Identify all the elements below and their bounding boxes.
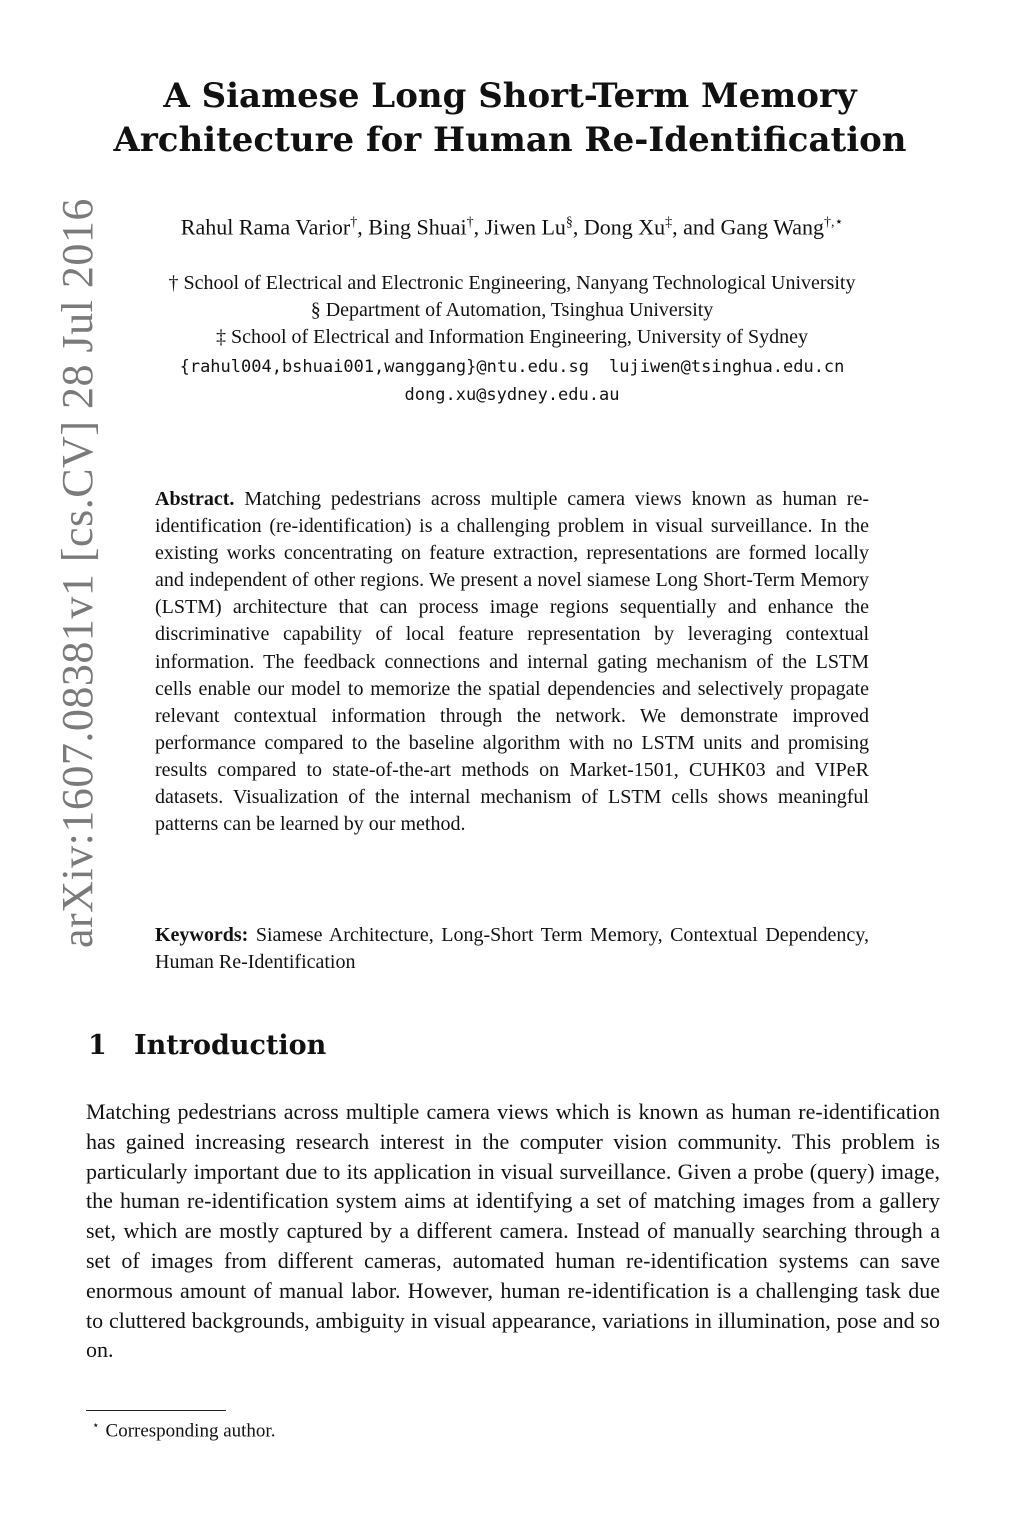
author-name: Bing Shuai <box>368 214 467 240</box>
affiliation-2: § Department of Automation, Tsinghua University <box>310 299 714 321</box>
affiliation-1: † School of Electrical and Electronic Engineering, Nanyang Technological University <box>168 272 856 294</box>
author-name: Rahul Rama Varior <box>180 214 351 240</box>
footnote-mark: ⋆ <box>92 1418 100 1432</box>
keywords-label: Keywords: <box>155 924 249 946</box>
footnote <box>92 1418 275 1442</box>
author-mark: † <box>466 215 474 230</box>
title-line-1: A Siamese Long Short-Term Memory <box>163 76 857 116</box>
affiliation-3: ‡ School of Electrical and Information Engineering, University of Sydney <box>215 326 809 348</box>
author-mark: § <box>565 215 573 230</box>
email-ntu[interactable]: {rahul004,bshuai001,wanggang}@ntu.edu.sg <box>179 357 589 377</box>
keywords-text: Siamese Architecture, Long-Short Term Memory, Contextual Dependency, Human Re-Identification <box>155 924 869 973</box>
section-number: 1 <box>88 1030 107 1061</box>
title-line-2: Architecture for Human Re-Identification <box>113 120 907 160</box>
author-mark: †,⋆ <box>823 215 844 230</box>
footnote-text: Corresponding author. <box>105 1420 276 1442</box>
email-tsinghua[interactable]: lujiwen@tsinghua.edu.cn <box>609 357 845 377</box>
author-name: Dong Xu <box>583 214 666 240</box>
author-name: Jiwen Lu <box>484 214 566 240</box>
abstract-text: Matching pedestrians across multiple camera views known as human re-identification (re-identification) is a challenging problem in visual surveillance. In the existing works concentrating on feature extraction, representations are formed locally and independent of other regions. We present a novel siamese Long Short-Term Memory (LSTM) architecture that can process image regions sequentially and enhance the discriminative capability of local feature representation by leveraging contextual information. The feedback connections and internal gating mechanism of the LSTM cells enable our model to memorize the spatial dependencies and selectively propagate relevant contextual information through the network. We demonstrate improved performance compared to the baseline algorithm with no LSTM units and promising results compared to state-of-the-art methods on Market-1501, CUHK03 and VIPeR datasets. Visualization of the internal mechanism of LSTM cells shows meaningful patterns can be learned by our method. <box>155 488 869 836</box>
author-name: Gang Wang <box>720 214 824 240</box>
author-and: and <box>683 214 715 240</box>
abstract <box>155 486 869 838</box>
email-line-2 <box>80 381 944 409</box>
email-line-1 <box>80 353 944 381</box>
abstract-label: Abstract. <box>155 488 235 510</box>
author-mark: † <box>350 215 358 230</box>
email-sydney[interactable]: dong.xu@sydney.edu.au <box>404 385 620 405</box>
arxiv-side-stamp: arXiv:1607.08381v1 [cs.CV] 28 Jul 2016 <box>53 198 102 948</box>
section-heading <box>88 1030 326 1061</box>
intro-paragraph: Matching pedestrians across multiple camera views which is known as human re-identification has gained increasing research interest in the computer vision community. This problem is particularly important due to its application in visual surveillance. Given a probe (query) image, the human re-identification system aims at identifying a set of matching images from a gallery set, which are mostly captured by a different camera. Instead of manually searching through a set of images from different cameras, automated human re-identification systems can save enormous amount of manual labor. However, human re-identification is a challenging task due to cluttered backgrounds, ambiguity in visual appearance, variations in illumination, pose and so on. <box>86 1099 940 1363</box>
author-list: Rahul Rama Varior†, Bing Shuai†, Jiwen Lu§, Dong Xu‡, and Gang Wang†,⋆ <box>180 214 844 240</box>
section-title: Introduction <box>134 1030 327 1061</box>
keywords <box>155 922 869 976</box>
footnote-divider <box>86 1410 226 1411</box>
author-mark: ‡ <box>665 215 673 230</box>
paper-title <box>110 74 910 162</box>
